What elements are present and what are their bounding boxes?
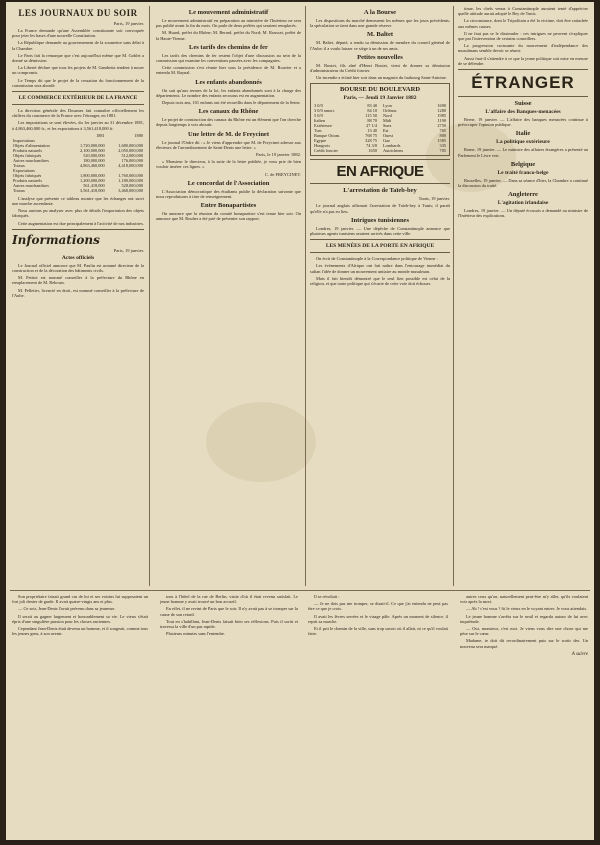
article-body	[308, 594, 448, 636]
divider	[310, 159, 450, 160]
table-cell: Italien	[314, 118, 325, 124]
table-cell: Egypte	[314, 138, 327, 144]
table-cell: 84 10	[367, 108, 377, 114]
paragraph: Plusieurs minutes sans l'entendre.	[166, 631, 226, 637]
table-cell: Produits naturels	[13, 147, 43, 153]
table-cell: Turc	[314, 128, 322, 134]
table-cell: 2,050,000,000	[118, 147, 143, 153]
paragraph: La progression croissante du mouvement d'indépendance des musulmans semble devoir se réunir.	[458, 43, 588, 54]
country-title: Angleterre	[508, 191, 538, 199]
table-cell: Autres marchandises	[13, 157, 49, 163]
feuilleton-column-4	[460, 594, 588, 836]
table-cell: 2,100,000,000	[79, 147, 105, 153]
article-title: M. Baltet	[367, 31, 393, 39]
article-body	[310, 18, 450, 28]
article-body	[156, 189, 301, 199]
article-body	[458, 178, 588, 188]
article-body	[310, 203, 450, 213]
article-body	[156, 88, 301, 106]
table-cell: 512,000,000	[121, 152, 143, 158]
divider	[12, 229, 144, 230]
article-body	[12, 263, 144, 298]
table-header-cell: 1881	[96, 132, 105, 138]
article-body	[156, 117, 301, 127]
table-cell: Ouest	[383, 133, 394, 139]
bourse-box	[310, 83, 450, 156]
table-cell: Suez	[383, 123, 392, 129]
divider	[12, 91, 144, 92]
article-title: A la Bourse	[363, 9, 397, 16]
article-body	[458, 117, 588, 127]
table-row	[382, 148, 447, 153]
paragraph: Le journal anglais affirmait l'arrestation de Taïeb-bey à Tunis; il paraît qu'elle n'a pas eu lieu.	[310, 203, 450, 214]
table-cell: 4,418,000,000	[118, 162, 143, 168]
paragraph: Le mouvement administratif en préparation au ministère de l'Intérieur ne sera pas publié avant la fin du mois. On parle de deux préfets qui seraient remplacés.	[156, 18, 301, 29]
paragraph: La République demande au gouvernement de la soumettre sans délai à la Chambre.	[12, 40, 144, 51]
table-cell: Hongrois	[314, 143, 330, 149]
column-2	[156, 6, 301, 586]
table-cell: 1690	[437, 103, 446, 109]
table-cell: 328 75	[365, 138, 377, 144]
table-cell: 3,561,418,000	[79, 187, 105, 193]
paragraph: « Monsieur le directeur, à la suite de la lettre publiée, je vous prie de bien vouloir insérer ces lignes. »	[156, 159, 301, 170]
column-rule	[305, 6, 306, 586]
table-cell: Produits naturels	[13, 177, 43, 183]
table-cell: Crédit foncier	[314, 148, 338, 154]
paragraph: En effet, il ne revint de Paris que le soir. Il n'y avait pas à se tromper sur la cause de son retard.	[160, 606, 298, 617]
table-cell: 27 1/4	[366, 123, 377, 129]
paragraph: Berne, 19 janvier. — L'affaire des banques menacées continue à préoccuper l'opinion publique.	[458, 117, 588, 128]
paragraph: On annonce que la réunion du comité bonapartiste s'est tenue hier soir. On annonce que M. Rouher a été prié de présenter son rapport.	[156, 211, 301, 222]
paragraph: Le jeune homme s'arrêta sur le seuil et regarda autour de lui avec inquiétude.	[460, 613, 588, 624]
bourse-table-left	[313, 103, 378, 153]
table-row	[12, 188, 144, 193]
divider	[310, 239, 450, 240]
paragraph: Depuis trois ans, 101 enfants ont été recueillis dans le département de la Seine.	[162, 100, 301, 106]
table-cell: 800	[439, 133, 446, 139]
article-title: Intrigues tunisiennes	[351, 216, 409, 224]
paragraph: La France demande qu'une Assemblée constituante soit convoquée pour jeter les bases d'une nouvelle Constitution.	[12, 28, 144, 39]
paragraph: La Liberté déclare que tous les projets de M. Gambetta tendent à nouer un compromis.	[12, 65, 144, 76]
paragraph: Cette augmentation est due principalement à l'activité de nos industries.	[18, 220, 144, 226]
table-cell: 1,800,000,000	[79, 172, 105, 178]
table-cell: Est	[383, 128, 389, 134]
table-cell: Autrichiens	[383, 148, 404, 154]
paragraph: M. Petitot est nommé conseiller à la préfecture du Rhône en remplacement de M. Rebours.	[12, 275, 144, 286]
paragraph: Londres, 19 janvier. — Un député écossais a demandé au ministre de l'Intérieur des explications.	[458, 208, 588, 219]
table-cell: Objets d'alimentation	[13, 142, 50, 148]
subsection-title: Actes officiels	[61, 254, 95, 261]
table-header-cell: 1880	[134, 132, 143, 138]
article-body	[460, 594, 588, 649]
column-rule	[453, 6, 454, 586]
article-body	[310, 40, 450, 50]
feuilleton-column-2	[160, 594, 298, 836]
country-title: Suisse	[514, 100, 532, 108]
paragraph: — Ah ! c'est vous ? fit le vieux en le voyant entrer. Je vous attendais.	[466, 606, 588, 612]
table-cell: 74 3/8	[366, 143, 377, 149]
paragraph: On écrit de Constantinople à la Correspondance politique de Vienne :	[316, 256, 438, 262]
table-cell: 335	[439, 143, 446, 149]
table-cell: 3 0/0	[314, 103, 323, 109]
paragraph: Les importations se sont élevées, du 1er janvier au 31 décembre 1881, à 4,863,460,000 fr., et les exportations à 3,561,418,000 fr.	[12, 120, 144, 131]
newspaper-page	[6, 2, 594, 840]
article-title: Petites nouvelles	[357, 53, 403, 61]
paragraph: La circonstance, dont le Tripolitain a été la victime, doit être rattachée aux mêmes causes.	[458, 18, 588, 29]
paragraph: Les événements d'Afrique ont fait naître dans l'entourage immédiat du sultan l'idée de donner un mouvement unitaire au monde musulman.	[310, 263, 450, 274]
table-cell: 115 50	[365, 113, 377, 119]
paragraph: Le Journal officiel annonce que M. Paulin est nommé directeur de la construction et de la décoration des bâtiments civils.	[12, 262, 144, 274]
country-title: Belgique	[510, 160, 536, 168]
table-row	[313, 148, 378, 153]
article-body	[458, 6, 588, 66]
table-cell: 88 70	[367, 118, 377, 124]
paragraph: Il ne faut pas se le dissimuler : ces intrigues ne peuvent s'expliquer que par l'intervention de certains conseillers.	[458, 30, 588, 42]
divider	[310, 183, 450, 184]
bourse-title: BOURSE DU BOULEVARD	[339, 86, 421, 94]
column-3	[310, 6, 450, 586]
signature: C. de FREYCINET.	[264, 171, 301, 177]
article-title: L'affaire des Banques-menacées	[485, 109, 561, 116]
article-title: Les tarifs des chemins de fer	[189, 43, 268, 51]
article-body	[458, 147, 588, 157]
table-cell: 1,760,000,000	[118, 172, 143, 178]
table-cell: 528,000,000	[121, 182, 143, 188]
paragraph: — Oui, monsieur, c'est moi. Je viens vous dire une chose qui me pèse sur le cœur.	[460, 626, 588, 637]
table-cell: 1190	[437, 118, 446, 124]
article-body	[156, 18, 301, 41]
table-cell: Objets fabriqués	[13, 152, 42, 158]
article-body	[12, 108, 144, 131]
bourse-subtitle: Paris, — Jeudi 19 Janvier 1882	[343, 95, 417, 102]
table-cell: Nord	[383, 113, 392, 119]
table-cell: Exportations	[13, 167, 35, 173]
paragraph: Rome, 19 janvier. — Le ministre des affaires étrangères a présenté au Parlement le Livre vert.	[458, 147, 588, 158]
paragraph: Le Paris fait la remarque que c'est aujourd'hui même que M. Goblet a donné sa démission.	[12, 52, 144, 64]
divider	[458, 69, 588, 70]
dateline: Paris, le 19 janvier 1882.	[256, 152, 301, 158]
paragraph: Aussi faut-il s'attendre à ce que la jeune politique soit mise en mesure de se défendre.	[458, 55, 588, 66]
paragraph: Le projet de construction des canaux du Rhône est un élément que l'on cherche depuis longtemps à voir aboutir.	[156, 117, 301, 128]
paragraph: autres ceux qu'on, naturellement peut-être m'y aller, qu'ils voulaient voir après la mort.	[460, 594, 588, 605]
paragraph: Nous aurions pu analyser avec plus de détails l'importation des objets fabriqués.	[12, 208, 144, 219]
table-cell: Banque Ottom.	[314, 133, 341, 139]
table-cell: Totaux	[13, 162, 25, 168]
table-cell: 1,180,000,000	[118, 177, 143, 183]
section-title-informations: Informations	[12, 232, 100, 247]
table-cell: 520,000,000	[83, 152, 105, 158]
paragraph: Et il prit le chemin de la ville, sans trop savoir où il allait, ni ce qu'il voulait faire.	[308, 626, 448, 637]
bourse-table-right	[382, 103, 447, 153]
column-rule	[149, 6, 150, 586]
column-4	[458, 6, 588, 586]
paragraph: Le Temps dit que le projet de la cessation du fonctionnement de la commission sera abordé.	[12, 77, 144, 88]
paragraph: Cependant Jean-Denis était devenu un homme, et il songeait, comme tous les jeunes gens, à son avenir.	[12, 626, 148, 637]
paragraph: — Je ne dois pas me tromper, se disait-il. Ce que j'ai entendu ne peut pas être ce que je crois.	[308, 601, 448, 612]
table-cell: Lombards	[383, 143, 401, 149]
paragraph: M. Boutet, fils aîné d'Henri Boutet, vient de donner sa démission d'administrateur du Crédit foncier.	[310, 62, 450, 74]
article-title: Le traité franco-belge	[497, 169, 549, 176]
table-cell: 1650	[368, 148, 377, 154]
table-cell: 5 0/0	[314, 113, 323, 119]
paragraph: Il serait au gagner largement et honorablement sa vie. Le vieux s'était épris d'une singulière passion pour les choses anciennes.	[12, 613, 148, 624]
table-cell: 561,418,000	[83, 182, 105, 188]
paragraph: — Ce soir, Jean-Denis l'avait prévenu dans sa jeunesse.	[18, 606, 116, 612]
paragraph: Il se révoltait :	[314, 594, 340, 599]
paragraph: M. Baltet, député, a rendu sa démission de membre du conseil général de l'Aube; il a voulu laisser ce siège à un de ses amis.	[310, 40, 450, 51]
paragraph: Londres, 19 janvier. — Une dépêche de Constantinople annonce que plusieurs agents tunisiens seraient arrivés dans cette ville.	[310, 225, 450, 237]
table-cell: 13 40	[367, 128, 377, 134]
paragraph: Bruxelles, 19 janvier. — Dans sa séance d'hier, la Chambre a continué la discussion du traité.	[458, 177, 588, 189]
article-title: Les canaux du Rhône	[198, 108, 259, 116]
paragraph: L'analyse que présente ce tableau montre que les échanges ont suivi une marche ascendante.	[12, 195, 144, 207]
paragraph: La direction générale des Douanes fait connaître officiellement les chiffres du commerce de la France avec l'étranger, en 1881.	[12, 108, 144, 119]
table-cell: Midi	[383, 118, 392, 124]
table-cell: Totaux	[13, 187, 25, 193]
bourse-columns	[313, 103, 447, 153]
article-body	[12, 28, 144, 88]
article-body	[156, 53, 301, 76]
paragraph: Mais il fait bientôt démontré que le seul lien possible est celui de la religion, et que toute politique qui s'écarte de cette voie doit échouer.	[310, 275, 450, 287]
column-1	[12, 6, 144, 586]
paragraph: Madame, te doit dit recordinairement puis sur le sortir des. Un nouveau sera marqué.	[460, 638, 588, 649]
article-body	[310, 226, 450, 236]
section-title-journaux: LES JOURNAUX DU SOIR	[18, 8, 138, 18]
table-cell: 705	[439, 148, 446, 154]
table-cell: 1,680,000,000	[118, 142, 143, 148]
table-cell: Gaz	[383, 138, 390, 144]
article-body	[310, 256, 450, 286]
article-title: L'arrestation de Taïeb-bey	[343, 187, 417, 195]
paragraph: L'Association démocratique des étudiants publie la déclaration suivante que nous reproduisons à titre de renseignement.	[156, 188, 301, 200]
table-cell: 1,200,000,000	[79, 177, 105, 183]
fold-rule	[10, 590, 590, 591]
article-body	[12, 196, 144, 226]
article-body	[310, 63, 450, 81]
article-title: Les enfants abandonnés	[195, 78, 262, 86]
paragraph: Cette commission s'est réunie hier sous la présidence de M. Rouvier et a entendu M. Raynal.	[156, 65, 301, 76]
table-cell: 180,000,000	[83, 157, 105, 163]
paragraph: M. Pelletier, licencié en droit, est nommé conseiller à la préfecture de l'Aube.	[12, 287, 144, 298]
paragraph: Son propriétaire faisait grand cas de lui et ses voisins lui supposaient un fort joli denier de garde. Il avait quatre-vingts ans et plus.	[12, 594, 148, 605]
article-body	[156, 140, 301, 177]
table-cell: 3,468,000,000	[118, 187, 143, 193]
divider	[458, 96, 588, 97]
paragraph: Il avait les lèvres serrées et le visage pâle. Après un moment de silence, il reprit sa marche.	[308, 613, 448, 624]
dateline: Paris, 19 janvier.	[113, 247, 144, 253]
paragraph: Les dispositions du marché demeurent les mêmes que les jours précédents; la spéculation se tient dans une grande réserve.	[310, 18, 450, 29]
table-cell: 768 75	[365, 133, 377, 139]
paragraph: On sait qu'aux termes de la loi, les enfants abandonnés sont à la charge des départements. Le nombre des enfants secourus est en augmentation.	[156, 87, 301, 98]
paragraph: tons à l'hôtel de la rue de Berlin, visite d'où il était revenu satisfait. Le jeune homme y avait trouvé un bon accueil.	[160, 594, 298, 605]
table-cell: 1,720,000,000	[79, 142, 105, 148]
divider	[310, 252, 450, 253]
dateline: Tunis, 19 janvier.	[418, 196, 450, 202]
section-title-commerce: LE COMMERCE EXTÉRIEUR DE LA FRANCE	[18, 95, 138, 102]
table-cell: 1585	[437, 138, 446, 144]
article-title: Une lettre de M. de Freycinet	[188, 130, 269, 138]
article-body	[12, 594, 148, 636]
section-banner-afrique: EN AFRIQUE	[336, 163, 424, 181]
paragraph: Les tarifs des chemins de fer restent l'objet d'une discussion au sein de la commission qui examine les conventions passées avec les compagnies.	[156, 52, 301, 64]
article-title: Le concordat de l'Association	[187, 179, 270, 187]
feuilleton-column-3	[308, 594, 448, 836]
table-cell: 4,863,460,000	[79, 162, 105, 168]
article-title: Le mouvement administratif	[188, 9, 269, 16]
paragraph: Le journal l'Ordre dit : « Je viens d'apprendre que M. de Freycinet adresse aux électeurs de l'arrondissement de Saint-Denis une lettre. »	[156, 139, 301, 150]
paragraph: Un incendie a éclaté hier soir dans un magasin du faubourg Saint-Antoine.	[316, 75, 447, 81]
table-cell: Importations	[13, 137, 35, 143]
table-cell: 1280	[437, 108, 446, 114]
dateline: Paris, 19 janvier.	[113, 21, 144, 26]
paragraph: tinue, les chefs venus à Constantinople auraient tenté d'apprécier quelle attitude aurait adopté le Bey de Tunis.	[458, 6, 588, 17]
paragraph: Tout en s'habillant, Jean-Denis faisait bien ses réflexions. Puis il sortit et traversa la ville d'un pas rapide.	[160, 618, 298, 630]
feuilleton-column-1	[12, 594, 148, 836]
article-title: La politique extérieure	[496, 139, 550, 146]
section-banner-etranger: ÉTRANGER	[471, 73, 575, 93]
table-cell: Extérieure	[314, 123, 332, 129]
table-cell: 3 0/0 amort.	[314, 108, 335, 114]
country-title: Italie	[515, 130, 531, 138]
article-title: LES MENÉES DE LA PORTE EN AFRIQUE	[325, 243, 435, 250]
table-cell: 83 40	[367, 103, 377, 109]
article-title: Entre Bonapartistes	[200, 202, 257, 210]
divider	[12, 104, 144, 105]
article-title: L'agitation irlandaise	[497, 200, 549, 207]
table-cell: 2750	[437, 123, 446, 129]
table-cell: 176,000,000	[121, 157, 143, 163]
article-body	[160, 594, 298, 636]
paragraph: M. Huard, préfet du Rhône; M. Berard, préfet du Nord; M. Rousset, préfet de la Haute-Vienne.	[156, 30, 301, 41]
table-cell: Lyon	[383, 103, 392, 109]
table-cell: Orléans	[383, 108, 397, 114]
article-body	[156, 211, 301, 221]
trade-table	[12, 133, 144, 193]
table-cell: 765	[439, 128, 446, 134]
table-cell: Autres marchandises	[13, 182, 49, 188]
feuilleton-section	[12, 594, 588, 836]
table-cell: 1985	[437, 113, 446, 119]
table-cell: Objets fabriqués	[13, 172, 42, 178]
to-be-continued: A suivre	[571, 651, 588, 657]
article-body	[458, 208, 588, 218]
